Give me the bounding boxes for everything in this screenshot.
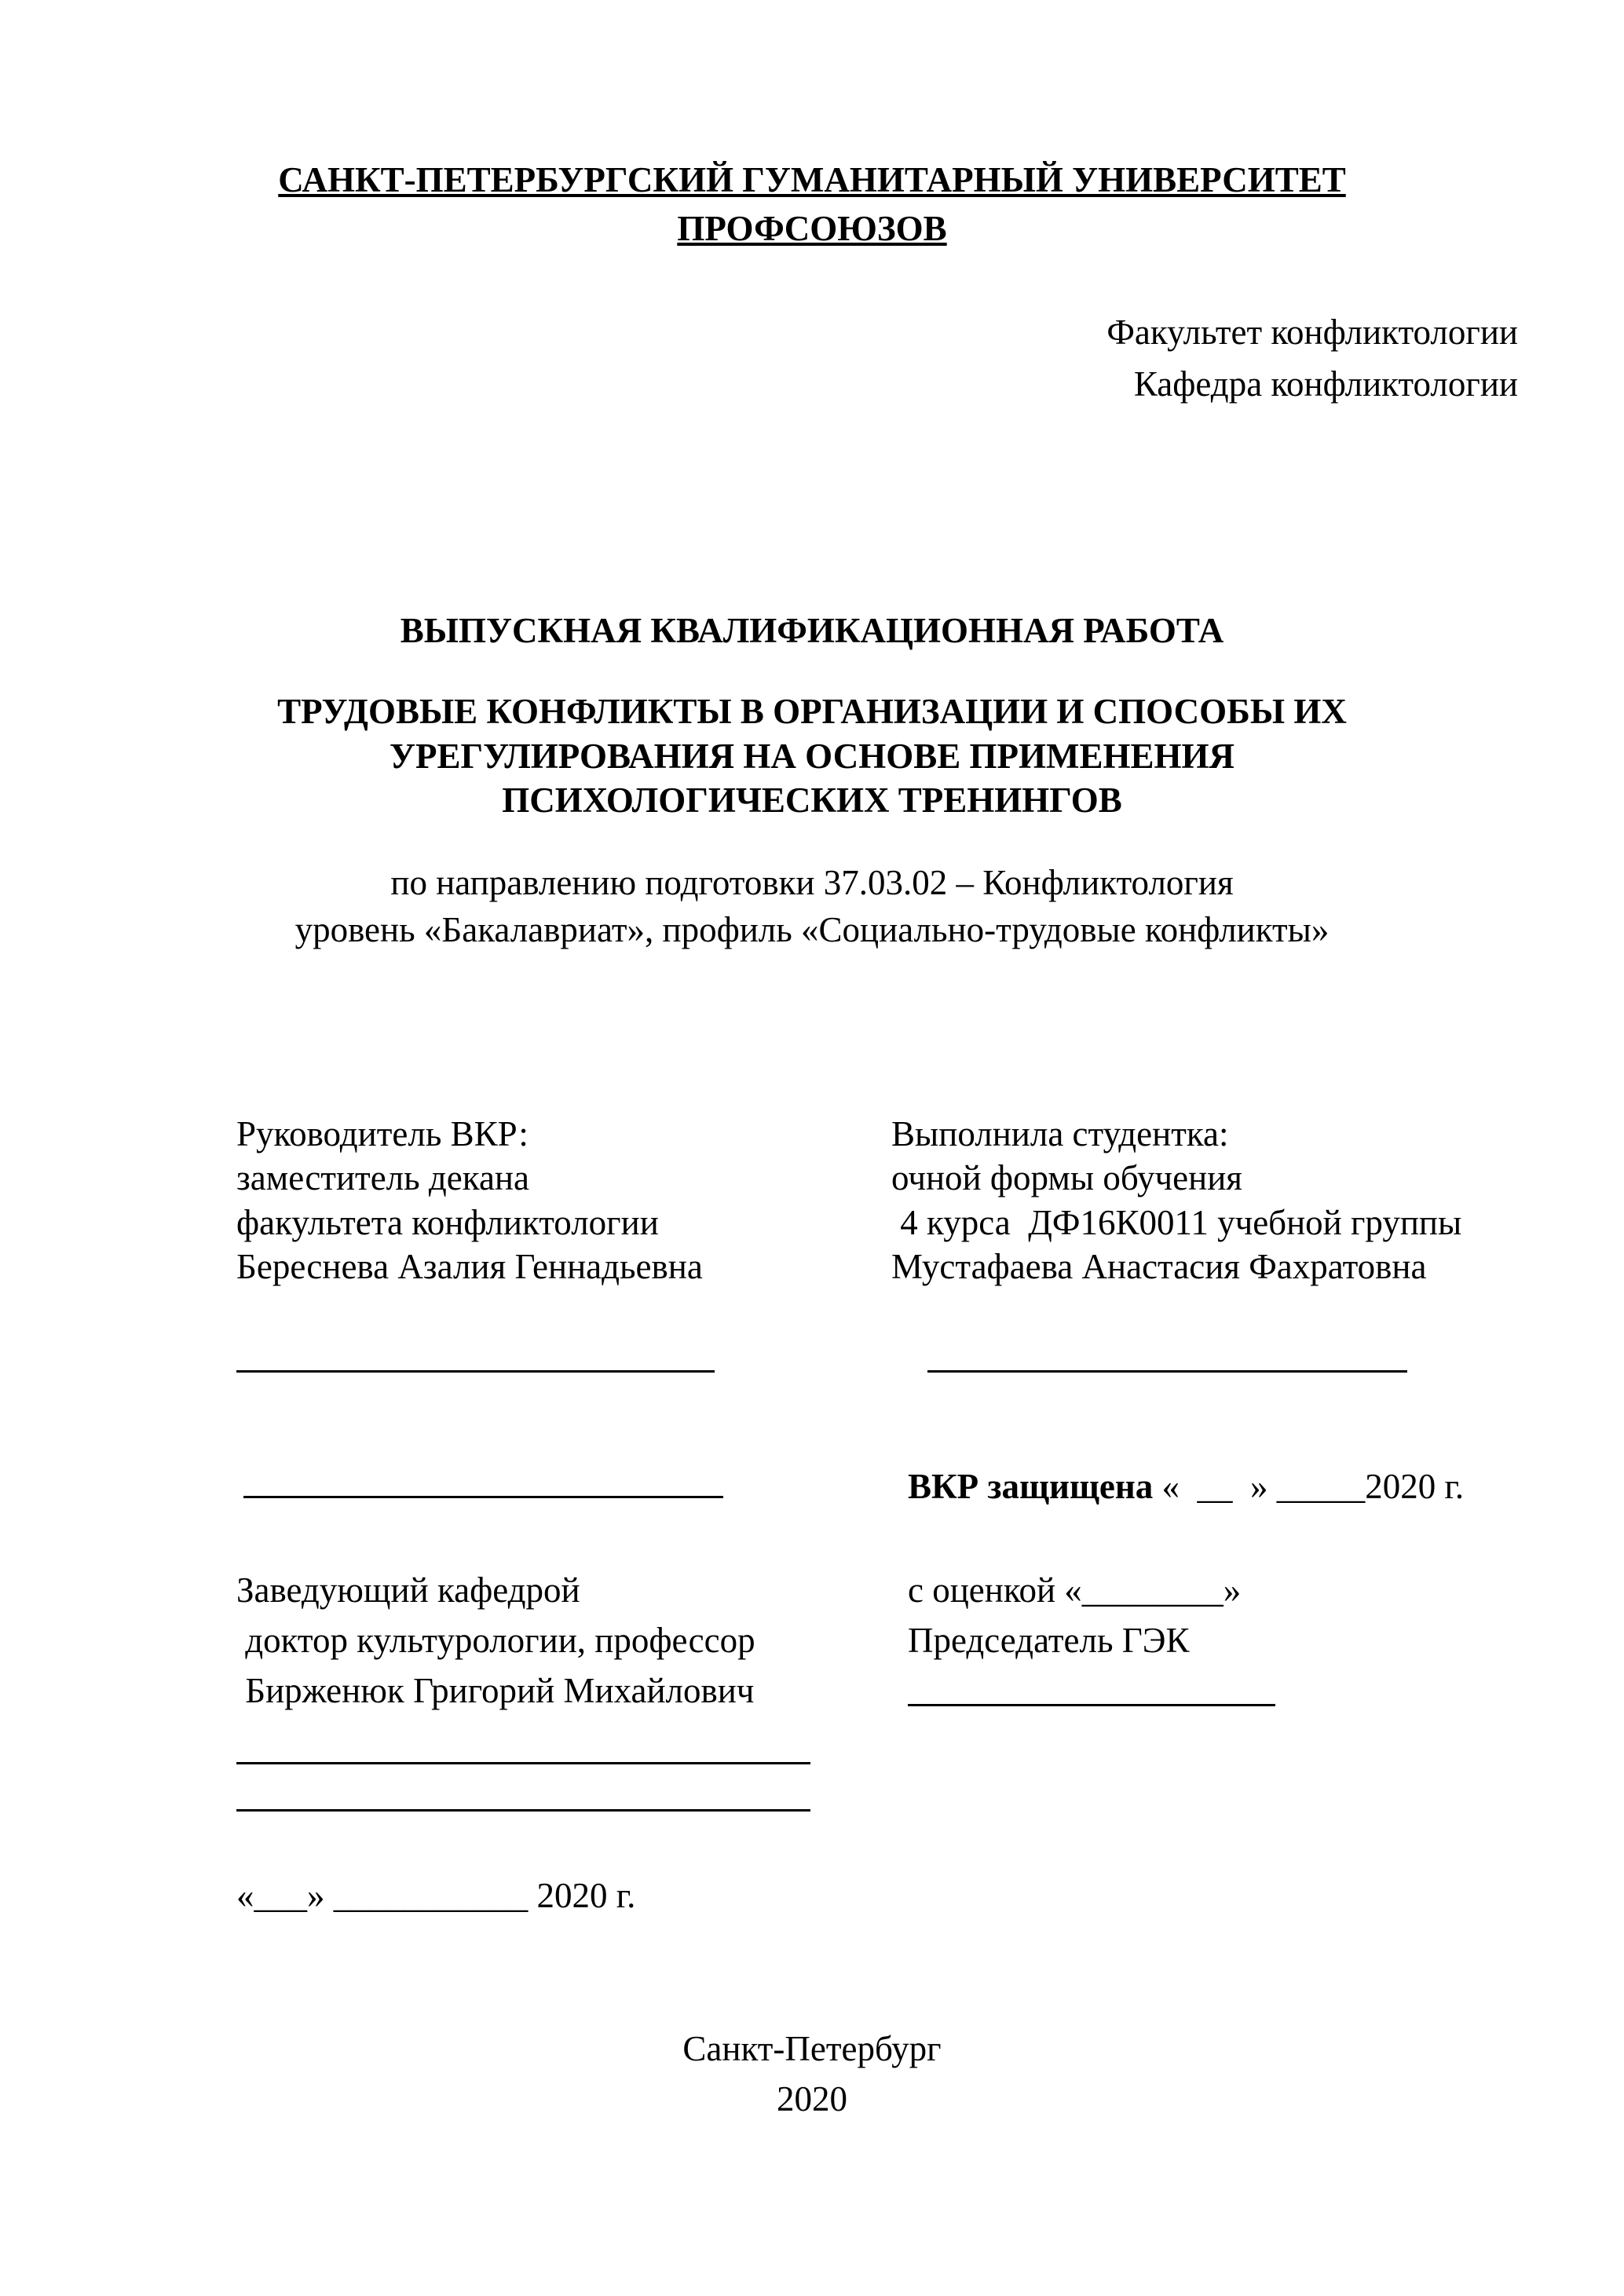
defense-date: « __ » _____2020 г.: [1153, 1467, 1465, 1506]
gek-signature-line: [908, 1704, 1275, 1706]
supervisor-name: Береснева Азалия Геннадьевна: [236, 1247, 703, 1286]
head-signature-line2: [236, 1809, 810, 1812]
theme-line2: УРЕГУЛИРОВАНИЯ НА ОСНОВЕ ПРИМЕНЕНИЯ: [389, 737, 1235, 776]
student-group: 4 курса ДФ16К0011 учебной группы: [891, 1203, 1462, 1242]
direction: по направлению подготовки 37.03.02 – Конфликтология: [390, 863, 1234, 902]
student-title: Выполнила студентка:: [891, 1114, 1229, 1153]
supervisor-position: заместитель декана: [236, 1158, 529, 1197]
gek-chair: Председатель ГЭК: [908, 1621, 1190, 1660]
theme-line1: ТРУДОВЫЕ КОНФЛИКТЫ В ОРГАНИЗАЦИИ И СПОСОБЫ ИХ: [277, 692, 1347, 731]
level-profile: уровень «Бакалавриат», профиль «Социально-трудовые конфликты»: [294, 910, 1330, 949]
defense-line: [908, 1464, 1464, 1508]
grade: с оценкой «________»: [908, 1570, 1242, 1610]
student-name: Мустафаева Анастасия Фахратовна: [891, 1247, 1427, 1286]
theme-line3: ПСИХОЛОГИЧЕСКИХ ТРЕНИНГОВ: [502, 781, 1122, 820]
supervisor-title: Руководитель ВКР:: [236, 1114, 529, 1153]
head-signature-line1: [236, 1762, 810, 1764]
date-line: «___» ___________ 2020 г.: [236, 1876, 636, 1915]
faculty: Факультет конфликтологии: [1106, 313, 1518, 352]
university-name-line2: ПРОФСОЮЗОВ: [677, 209, 947, 248]
defense-label: ВКР защищена: [908, 1467, 1154, 1506]
city: Санкт-Петербург: [682, 2029, 942, 2068]
student-form: очной формы обучения: [891, 1158, 1242, 1197]
supervisor-faculty: факультета конфликтологии: [236, 1203, 659, 1242]
department: Кафедра конфликтологии: [1133, 364, 1518, 404]
head-degree: доктор культурологии, профессор: [236, 1621, 755, 1660]
student-signature-line: [927, 1370, 1407, 1373]
university-name-line1: САНКТ-ПЕТЕРБУРГСКИЙ ГУМАНИТАРНЫЙ УНИВЕРСИТЕТ: [278, 160, 1346, 199]
year: 2020: [777, 2079, 847, 2119]
head-name: Бирженюк Григорий Михайлович: [236, 1671, 755, 1710]
work-type: ВЫПУСКНАЯ КВАЛИФИКАЦИОННАЯ РАБОТА: [400, 611, 1224, 650]
signature-line: [243, 1496, 723, 1498]
head-title: Заведующий кафедрой: [236, 1570, 580, 1610]
supervisor-signature-line: [236, 1370, 715, 1373]
